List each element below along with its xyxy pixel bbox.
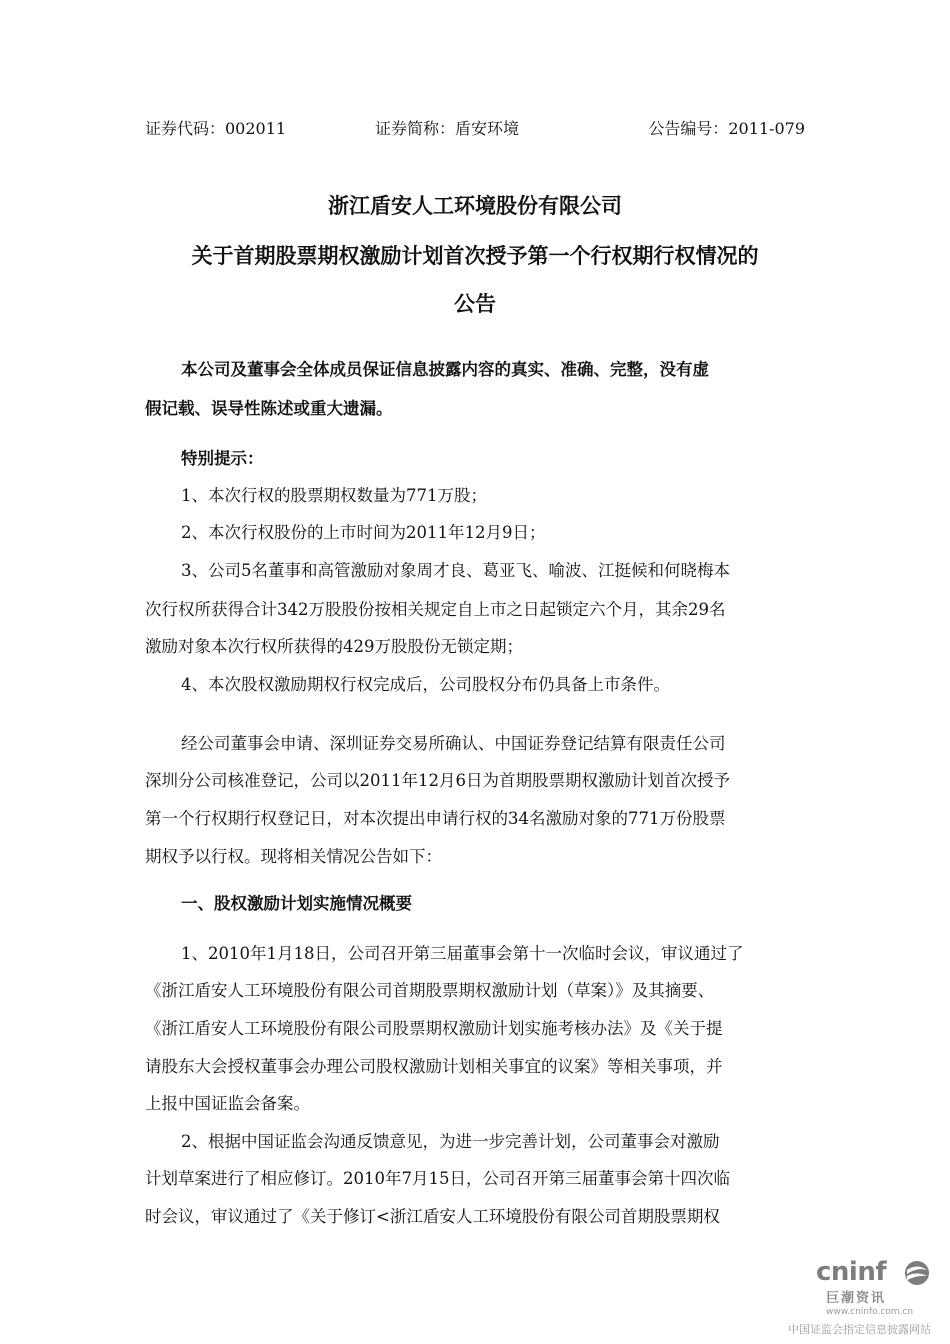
paragraph-line: 《浙江盾安人工环境股份有限公司股票期权激励计划实施考核办法》及《关于提 [145, 1019, 723, 1038]
notice-heading: 特别提示： [181, 449, 264, 468]
logo-site-caption: 中国证监会指定信息披露网站 [788, 1323, 931, 1336]
paragraph-line: 上报中国证监会备案。 [145, 1094, 310, 1113]
section-heading: 一、股权激励计划实施情况概要 [181, 894, 412, 913]
intro-line: 深圳分公司核准登记，公司以2011年12月6日为首期股票期权激励计划首次授予 [145, 771, 730, 790]
cninfo-swirl-icon [902, 1259, 932, 1287]
notice-item-continued: 次行权所获得合计342万股股份按相关规定自上市之日起锁定六个月，其余29名 [145, 600, 726, 619]
notice-item: 3、公司5名董事和高管激励对象周才良、葛亚飞、喻波、江挺候和何晓梅本 [181, 561, 730, 580]
paragraph-line: 计划草案进行了相应修订。2010年7月15日，公司召开第三届董事会第十四次临 [145, 1169, 730, 1188]
security-abbreviation: 证券简称：盾安环境 [375, 119, 520, 138]
statement-line: 本公司及董事会全体成员保证信息披露内容的真实、准确、完整，没有虚 [181, 360, 709, 379]
paragraph-line: 1、2010年1月18日，公司召开第三届董事会第十一次临时会议，审议通过了 [181, 944, 744, 963]
title-company: 浙江盾安人工环境股份有限公司 [328, 194, 622, 218]
cninfo-logo [786, 1257, 936, 1337]
title-suffix: 公告 [454, 292, 496, 316]
security-code: 证券代码：002011 [145, 119, 287, 138]
intro-line: 期权予以行权。现将相关情况公告如下： [145, 847, 442, 866]
logo-url: www.cninfo.com.cn [826, 1307, 914, 1317]
intro-line: 经公司董事会申请、深圳证券交易所确认、中国证券登记结算有限责任公司 [181, 734, 726, 753]
statement-line: 假记载、误导性陈述或重大遗漏。 [145, 399, 393, 418]
logo-wordmark: cninf [816, 1257, 887, 1287]
paragraph-line: 请股东大会授权董事会办理公司股权激励计划相关事宜的议案》等相关事项，并 [145, 1057, 723, 1076]
notice-item-continued: 激励对象本次行权所获得的429万股股份无锁定期； [145, 637, 523, 656]
notice-item: 1、本次行权的股票期权数量为771万股； [181, 486, 487, 505]
notice-item: 4、本次股权激励期权行权完成后，公司股权分布仍具备上市条件。 [181, 675, 670, 694]
paragraph-line: 《浙江盾安人工环境股份有限公司首期股票期权激励计划（草案）》及其摘要、 [145, 981, 715, 1000]
logo-chinese-name: 巨潮资讯 [826, 1291, 887, 1306]
title-subject: 关于首期股票期权激励计划首次授予第一个行权期行权情况的 [191, 244, 759, 268]
document-header [145, 116, 805, 140]
notice-item: 2、本次行权股份的上市时间为2011年12月9日； [181, 523, 546, 542]
paragraph-line: 2、根据中国证监会沟通反馈意见，为进一步完善计划，公司董事会对激励 [181, 1132, 720, 1151]
paragraph-line: 时会议，审议通过了《关于修订<浙江盾安人工环境股份有限公司首期股票期权 [145, 1207, 720, 1226]
intro-line: 第一个行权期行权登记日，对本次提出申请行权的34名激励对象的771万份股票 [145, 809, 726, 828]
announcement-number: 公告编号：2011-079 [648, 119, 805, 138]
